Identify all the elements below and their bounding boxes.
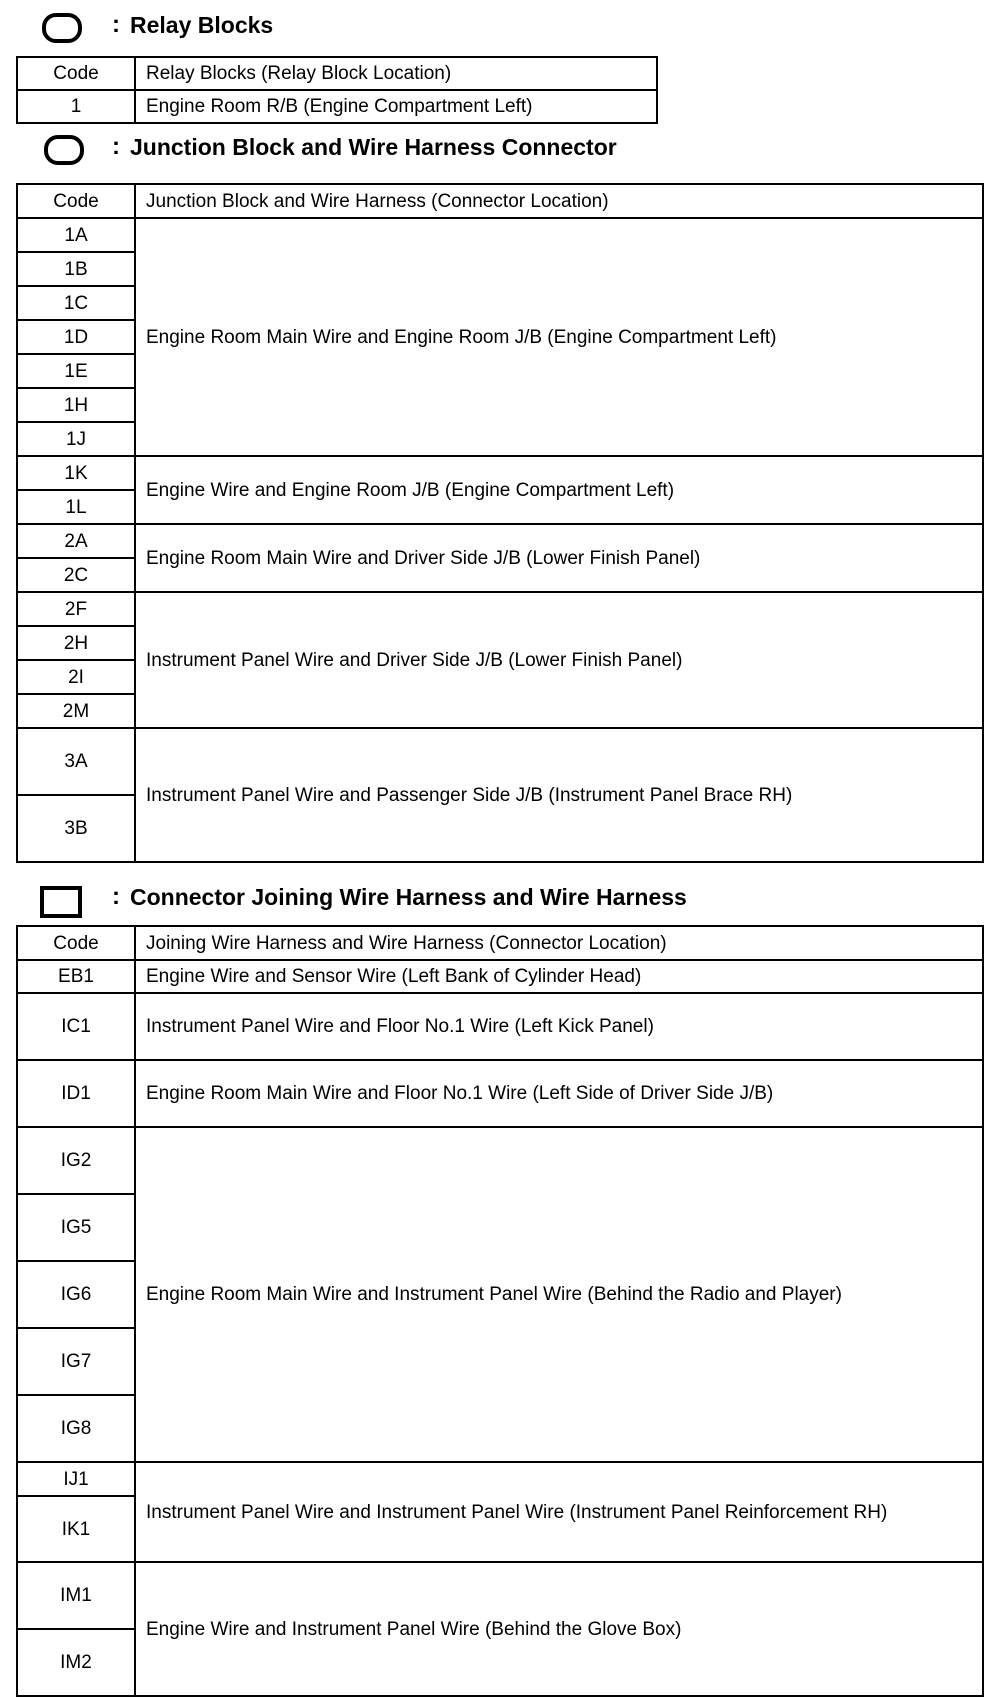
code-cell: 1A — [17, 218, 135, 252]
code-cell: EB1 — [17, 960, 135, 993]
desc-cell: Engine Room R/B (Engine Compartment Left) — [135, 90, 657, 123]
header-desc: Junction Block and Wire Harness (Connector Location) — [135, 184, 983, 218]
desc-cell: Engine Room Main Wire and Engine Room J/B (Engine Compartment Left) — [135, 218, 983, 456]
header-code: Code — [17, 926, 135, 960]
code-cell: 2I — [17, 660, 135, 694]
table-header-row — [17, 184, 983, 218]
code-cell: 2F — [17, 592, 135, 626]
table-row — [17, 1562, 983, 1629]
desc-cell: Engine Room Main Wire and Instrument Panel Wire (Behind the Radio and Player) — [135, 1127, 983, 1462]
code-cell: 1B — [17, 252, 135, 286]
code-cell: 2A — [17, 524, 135, 558]
code-cell: 1K — [17, 456, 135, 490]
code-cell: IM1 — [17, 1562, 135, 1629]
code-cell: IK1 — [17, 1496, 135, 1562]
connector-title: Connector Joining Wire Harness and Wire Harness — [130, 884, 687, 910]
square-connector-symbol-icon — [40, 886, 82, 918]
table-row — [17, 1462, 983, 1496]
header-desc: Joining Wire Harness and Wire Harness (Connector Location) — [135, 926, 983, 960]
connector-heading — [0, 880, 992, 920]
code-cell: IM2 — [17, 1629, 135, 1696]
code-cell: 1C — [17, 286, 135, 320]
code-cell: 1D — [17, 320, 135, 354]
desc-text: Instrument Panel Wire and Instrument Panel Wire (Instrument Panel Reinforcement RH) — [146, 1502, 888, 1522]
code-cell: 3A — [17, 728, 135, 795]
table-row — [17, 993, 983, 1060]
code-cell: 2C — [17, 558, 135, 592]
header-code: Code — [17, 184, 135, 218]
header-code: Code — [17, 57, 135, 90]
code-cell: 1L — [17, 490, 135, 524]
desc-cell: Engine Wire and Instrument Panel Wire (Behind the Glove Box) — [135, 1562, 983, 1696]
table-row — [17, 1127, 983, 1194]
junction-heading — [0, 130, 992, 170]
table-row — [17, 592, 983, 626]
code-cell: IG6 — [17, 1261, 135, 1328]
oval-junction-symbol-icon — [44, 135, 84, 165]
code-cell: IG2 — [17, 1127, 135, 1194]
connector-table — [16, 925, 984, 1697]
code-cell: 1E — [17, 354, 135, 388]
code-cell: IJ1 — [17, 1462, 135, 1496]
table-row — [17, 1060, 983, 1127]
desc-cell: Engine Room Main Wire and Floor No.1 Wire (Left Side of Driver Side J/B) — [135, 1060, 983, 1127]
code-cell: 2H — [17, 626, 135, 660]
code-cell: 1J — [17, 422, 135, 456]
desc-cell: Engine Wire and Engine Room J/B (Engine Compartment Left) — [135, 456, 983, 524]
code-cell: IG8 — [17, 1395, 135, 1462]
code-cell: IG7 — [17, 1328, 135, 1395]
relay-colon: : — [112, 11, 120, 38]
header-desc: Relay Blocks (Relay Block Location) — [135, 57, 657, 90]
code-cell: IG5 — [17, 1194, 135, 1261]
desc-cell: Instrument Panel Wire and Passenger Side J/B (Instrument Panel Brace RH) — [135, 728, 983, 862]
table-row — [17, 960, 983, 993]
table-header-row — [17, 926, 983, 960]
table-row — [17, 218, 983, 252]
relay-blocks-table — [16, 56, 658, 124]
code-cell: 1 — [17, 90, 135, 123]
code-cell: 3B — [17, 795, 135, 862]
junction-colon: : — [112, 133, 120, 160]
table-row — [17, 728, 983, 795]
junction-table — [16, 183, 984, 863]
table-row — [17, 90, 657, 123]
desc-cell: Engine Room Main Wire and Driver Side J/B (Lower Finish Panel) — [135, 524, 983, 592]
table-row — [17, 456, 983, 490]
code-cell: 1H — [17, 388, 135, 422]
desc-cell: Instrument Panel Wire and Floor No.1 Wire (Left Kick Panel) — [135, 993, 983, 1060]
connector-colon: : — [112, 883, 120, 910]
relay-blocks-heading — [0, 6, 992, 46]
table-row — [17, 524, 983, 558]
desc-cell: Engine Wire and Sensor Wire (Left Bank of Cylinder Head) — [135, 960, 983, 993]
table-header-row — [17, 57, 657, 90]
code-cell: 2M — [17, 694, 135, 728]
desc-cell: Instrument Panel Wire and Driver Side J/B (Lower Finish Panel) — [135, 592, 983, 728]
junction-title: Junction Block and Wire Harness Connector — [130, 134, 617, 160]
relay-blocks-title: Relay Blocks — [130, 12, 274, 38]
desc-cell — [135, 1462, 983, 1562]
oval-relay-symbol-icon — [42, 13, 82, 43]
code-cell: IC1 — [17, 993, 135, 1060]
code-cell: ID1 — [17, 1060, 135, 1127]
